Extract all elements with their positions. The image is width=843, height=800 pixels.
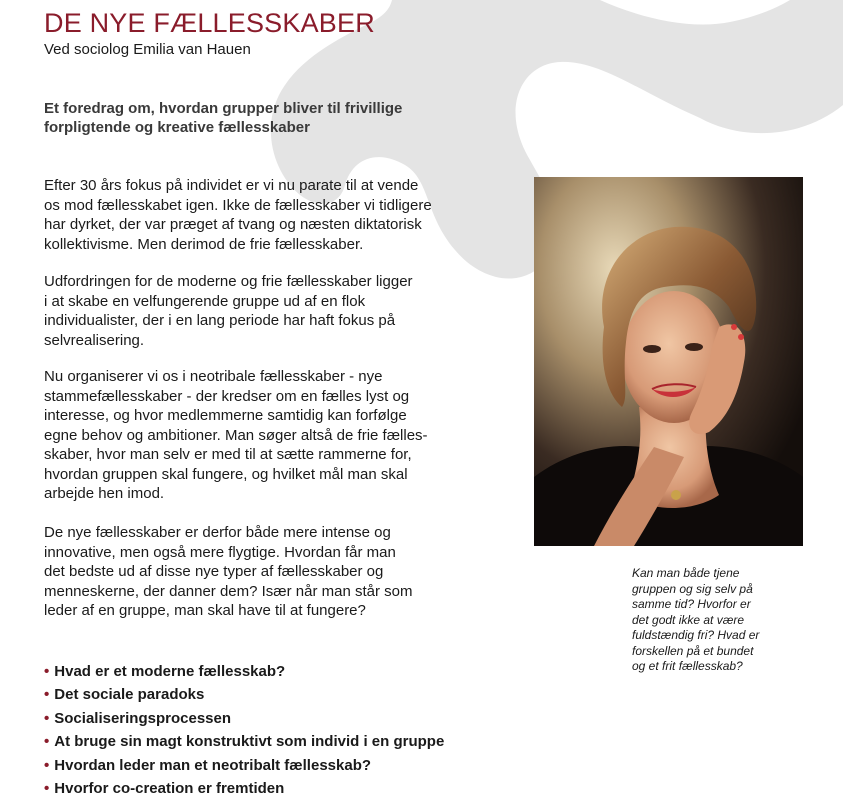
- caption-line: fuldstændig fri? Hvad er: [632, 628, 760, 642]
- lead-paragraph: [44, 99, 474, 137]
- list-item: [44, 683, 444, 706]
- paragraph-line: har dyrket, der var præget af tvang og næsten diktatorisk: [44, 216, 422, 233]
- paragraph-line: os mod fællesskabet igen. Ikke de fællesskaber vi tidligere: [44, 196, 432, 214]
- topic-list: [44, 660, 444, 800]
- paragraph-line: det bedste ud af disse nye typer af fællesskaber og: [44, 563, 384, 580]
- paragraph-line: De nye fællesskaber er derfor både mere intense og: [44, 524, 391, 541]
- paragraph-line: egne behov og ambitioner. Man søger altså de frie fælles-: [44, 426, 428, 444]
- paragraph-line: arbejde hen imod.: [44, 485, 165, 502]
- bullet-marker: •: [44, 756, 50, 774]
- paragraph-line: i at skabe en velfungerende gruppe ud af en flok: [44, 292, 366, 310]
- paragraph-line: individualister, der i en lang periode har haft fokus på: [44, 312, 396, 329]
- paragraph-line: skaber, hvor man selv er med til at sætte rammerne for,: [44, 446, 412, 463]
- body-paragraph-2: [44, 272, 514, 350]
- paragraph-line: innovative, men også mere flygtige. Hvordan får man: [44, 543, 396, 561]
- photo-nail: [731, 324, 737, 330]
- list-item-text: Hvorfor co-creation er fremtiden: [54, 780, 285, 798]
- portrait-photo: [534, 177, 803, 546]
- list-item: [44, 707, 444, 730]
- caption-line: gruppen og sig selv på: [632, 581, 753, 596]
- page-subtitle: Ved sociolog Emilia van Hauen: [44, 41, 251, 58]
- caption-line: samme tid? Hvorfor er: [632, 597, 751, 611]
- bullet-marker: •: [44, 686, 50, 704]
- caption-line: og et frit fællesskab?: [632, 659, 743, 673]
- paragraph-line: kollektivisme. Men derimod de frie fællesskaber.: [44, 235, 364, 253]
- body-paragraph-4: [44, 523, 514, 621]
- list-item-text: Socialiseringsprocessen: [54, 709, 232, 727]
- list-item: [44, 754, 444, 777]
- list-item-text: At bruge sin magt konstruktivt som individ i en gruppe: [54, 733, 445, 751]
- body-paragraph-3: [44, 367, 514, 504]
- bullet-marker: •: [44, 709, 50, 727]
- photo-nail: [738, 334, 744, 340]
- paragraph-line: Efter 30 års fokus på individet er vi nu parate til at vende: [44, 177, 419, 194]
- bullet-marker: •: [44, 733, 50, 751]
- paragraph-line: selvrealisering.: [44, 331, 145, 349]
- list-item: [44, 730, 444, 753]
- list-item-text: Det sociale paradoks: [54, 686, 205, 704]
- list-item: [44, 660, 444, 683]
- paragraph-line: leder af en gruppe, man skal have til at fungere?: [44, 602, 366, 619]
- list-item: [44, 777, 444, 800]
- caption-line: Kan man både tjene: [632, 566, 740, 580]
- bullet-marker: •: [44, 663, 50, 680]
- portrait-illustration: [534, 177, 803, 546]
- photo-caption: [632, 566, 812, 675]
- paragraph-line: Udfordringen for de moderne og frie fællesskaber ligger: [44, 273, 413, 290]
- page-title: DE NYE FÆLLESSKABER: [44, 8, 375, 38]
- caption-line: det godt ikke at være: [632, 612, 745, 627]
- body-paragraph-1: [44, 176, 514, 254]
- photo-eye-right: [685, 343, 703, 351]
- list-item-text: Hvad er et moderne fællesskab?: [54, 663, 286, 680]
- bullet-marker: •: [44, 780, 50, 798]
- lead-line: forpligtende og kreative fællesskaber: [44, 119, 310, 136]
- list-item-text: Hvordan leder man et neotribalt fællesskab?: [54, 756, 372, 774]
- paragraph-line: menneskerne, der danner dem? Især når man står som: [44, 582, 413, 600]
- paragraph-line: Nu organiserer vi os i neotribale fællesskaber - nye: [44, 368, 383, 385]
- photo-eye-left: [643, 345, 661, 353]
- lead-line: Et foredrag om, hvordan grupper bliver til frivillige: [44, 100, 403, 117]
- paragraph-line: hvordan gruppen skal fungere, og hvilket mål man skal: [44, 465, 408, 483]
- photo-necklace-pendant: [671, 490, 681, 500]
- paragraph-line: interesse, og hvor medlemmerne samtidig kan forfølge: [44, 407, 407, 424]
- caption-line: forskellen på et bundet: [632, 643, 754, 658]
- paragraph-line: stammefællesskaber - der kredser om en fælles lyst og: [44, 387, 410, 405]
